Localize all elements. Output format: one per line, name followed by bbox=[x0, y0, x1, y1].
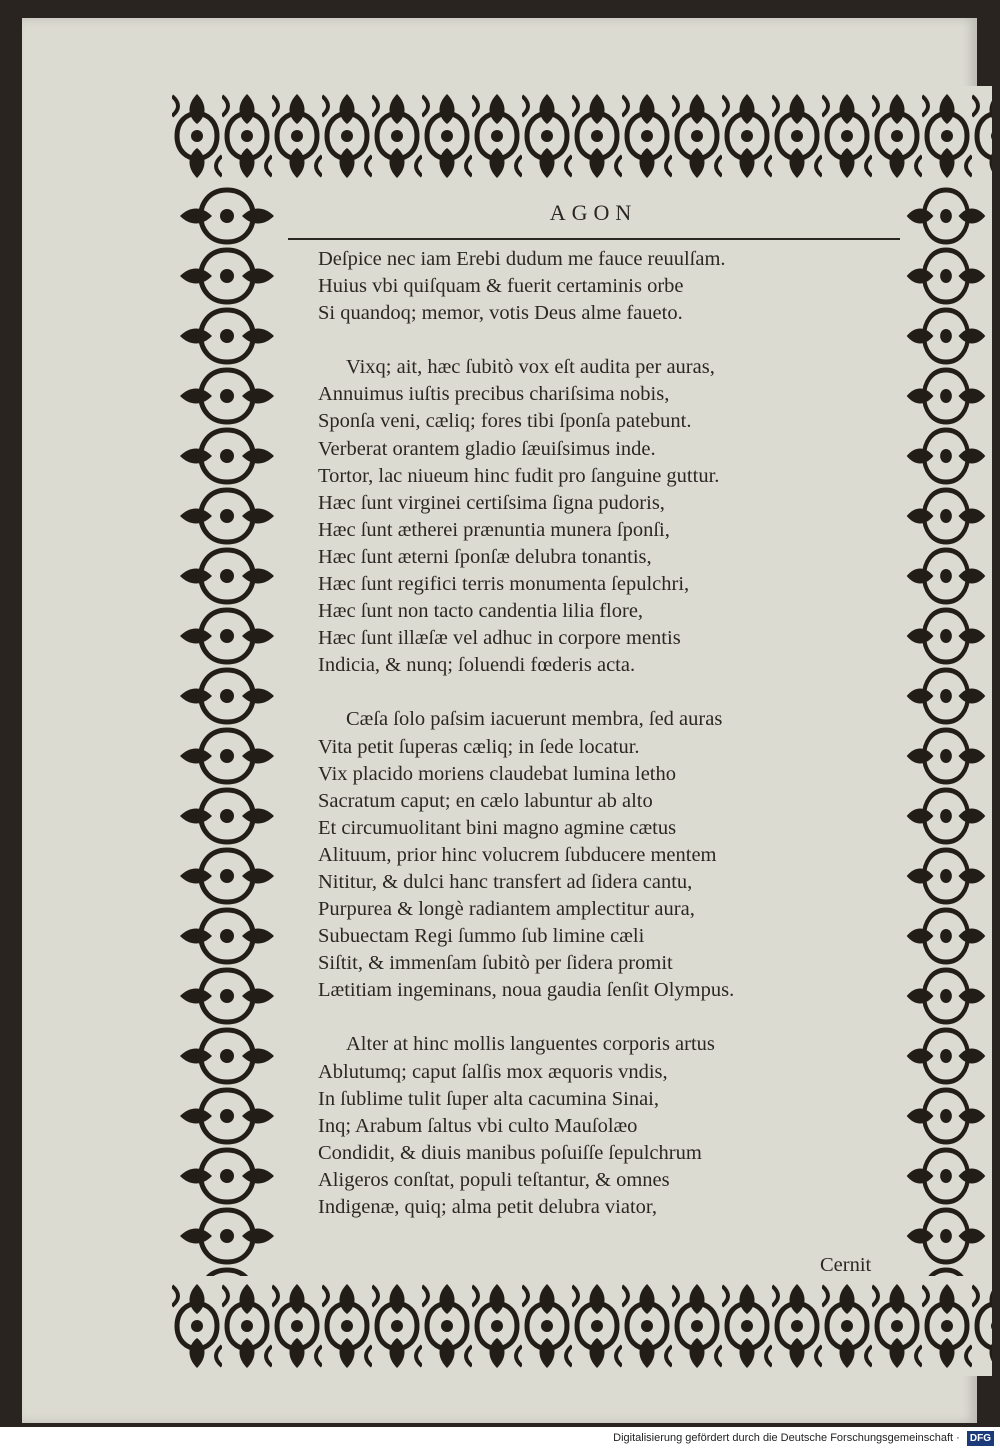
verse-line: Alituum, prior hinc volucrem ſubducere mentem bbox=[318, 843, 717, 866]
book-page bbox=[22, 18, 977, 1423]
ornament-border-bottom bbox=[172, 1276, 992, 1376]
verse-line: Vita petit ſuperas cæliq; in ſede locatur. bbox=[318, 735, 640, 758]
verse-line: Vix placido moriens claudebat lumina letho bbox=[318, 762, 676, 785]
stanza bbox=[318, 354, 898, 679]
verse-line: Hæc ſunt non tacto candentia lilia flore, bbox=[318, 600, 644, 623]
stanza bbox=[318, 246, 898, 327]
head-rule bbox=[288, 238, 900, 240]
digitization-footer bbox=[0, 1427, 1000, 1450]
verse-line: Sponſa veni, cæliq; fores tibi ſponſa patebunt. bbox=[318, 410, 692, 433]
verse-line: Subuectam Regi ſummo ſub limine cæli bbox=[318, 925, 645, 948]
verse-line: Annuimus iuſtis precibus chariſsima nobis, bbox=[318, 383, 670, 406]
ornament-border-top bbox=[172, 86, 992, 186]
stanza bbox=[318, 706, 898, 1004]
verse-line: Indicia, & nunq; ſoluendi fœderis acta. bbox=[318, 654, 636, 677]
verse-line: Siſtit, & immenſam ſubitò per ſidera promit bbox=[318, 952, 673, 975]
verse-line: Condidit, & diuis manibus poſuiſſe ſepulchrum bbox=[318, 1141, 702, 1164]
ornament-border-left bbox=[172, 186, 282, 1276]
verse-line: Hæc ſunt virginei certiſsima ſigna pudoris, bbox=[318, 491, 665, 514]
catchword: Cernit bbox=[820, 1254, 872, 1276]
verse-line: In ſublime tulit ſuper alta cacumina Sinai, bbox=[318, 1087, 660, 1110]
verse-line: Hæc ſunt illæſæ vel adhuc in corpore mentis bbox=[318, 627, 681, 650]
verse-line: Cæſa ſolo paſsim iacuerunt membra, ſed auras bbox=[346, 708, 723, 731]
verse-line: Alter at hinc mollis languentes corporis artus bbox=[346, 1033, 715, 1056]
verse-line: Huius vbi quiſquam & fuerit certaminis orbe bbox=[318, 275, 684, 298]
verse-line: Aligeros conſtat, populi teſtantur, & omnes bbox=[318, 1168, 670, 1191]
verse-line: Indigenæ, quiq; alma petit delubra viator, bbox=[318, 1196, 658, 1218]
verse-line: Sacratum caput; en cælo labuntur ab alto bbox=[318, 789, 653, 812]
verse-line: Purpurea & longè radiantem amplectitur aura, bbox=[318, 898, 695, 921]
verse-line: Nititur, & dulci hanc transfert ad ſidera cantu, bbox=[318, 870, 693, 893]
footer-credit: Digitalisierung gefördert durch die Deutsche Forschungsgemeinschaft · bbox=[613, 1432, 960, 1444]
verse-line: Hæc ſunt æterni ſponſæ delubra tonantis, bbox=[318, 545, 652, 568]
verse-line: Si quandoq; memor, votis Deus alme faueto. bbox=[318, 302, 683, 325]
verse-line: Hæc ſunt regifici terris monumenta ſepulchri, bbox=[318, 573, 690, 596]
verse-line: Inq; Arabum ſaltus vbi culto Mauſolæo bbox=[318, 1114, 638, 1137]
stanza bbox=[318, 1031, 898, 1221]
running-head: AGON bbox=[549, 200, 638, 225]
verse-line: Deſpice nec iam Erebi dudum me fauce reuulſam. bbox=[318, 248, 726, 270]
verse-line: Vixq; ait, hæc ſubitò vox eſt audita per auras, bbox=[346, 356, 715, 379]
verse-line: Lætitiam ingeminans, noua gaudia ſenſit Olympus. bbox=[318, 979, 735, 1002]
poem-text bbox=[318, 246, 898, 1248]
verse-line: Tortor, lac niueum hinc fudit pro ſanguine guttur. bbox=[318, 464, 720, 487]
verse-line: Ablutumq; caput ſalſis mox æquoris vndis, bbox=[318, 1060, 668, 1083]
verse-line: Verberat orantem gladio ſæuiſsimus inde. bbox=[318, 437, 656, 460]
verse-line: Et circumuolitant bini magno agmine cætus bbox=[318, 816, 677, 839]
dfg-logo-icon: DFG bbox=[967, 1431, 994, 1446]
verse-line: Hæc ſunt ætherei prænuntia munera ſponſi, bbox=[318, 518, 670, 541]
ornament-border-right bbox=[900, 186, 992, 1276]
